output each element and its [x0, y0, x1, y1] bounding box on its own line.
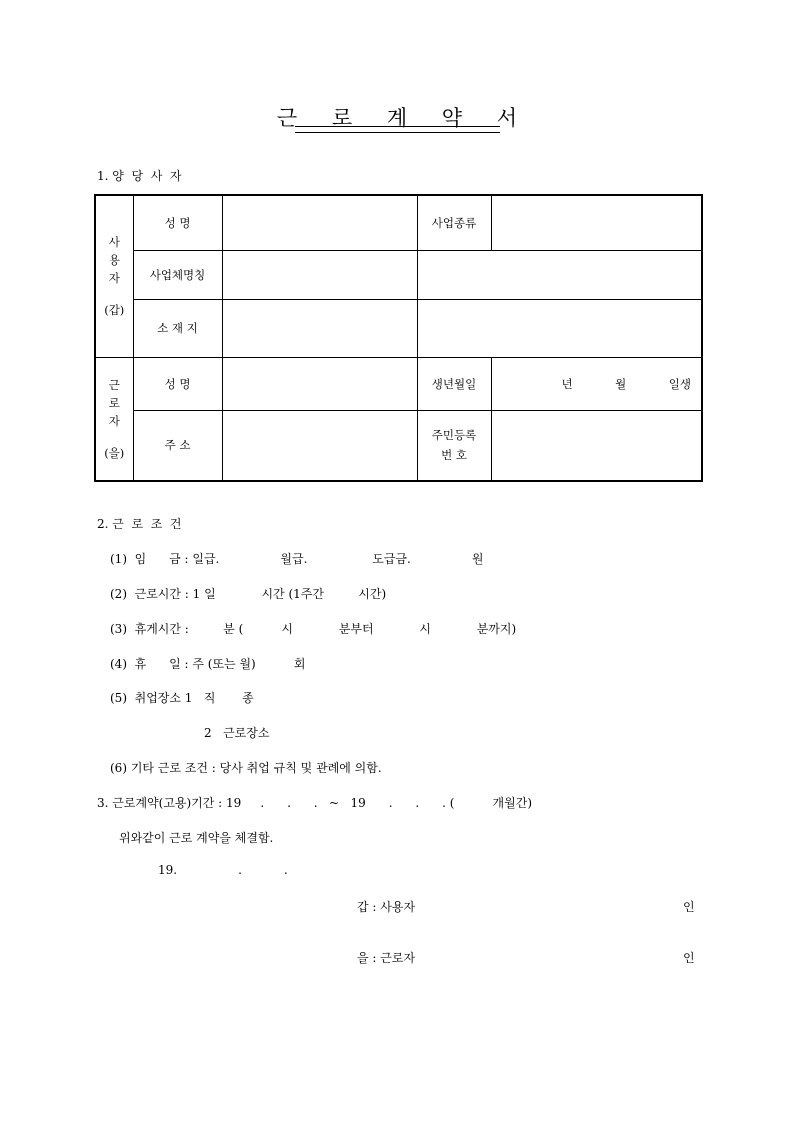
location-field[interactable] — [222, 299, 417, 357]
employer-group-label: 사 용 자 (갑) — [95, 195, 133, 357]
company-extra-field[interactable] — [417, 250, 702, 299]
company-name-field[interactable] — [222, 250, 417, 299]
party-a-label: 갑 : 사용자 — [357, 900, 416, 914]
address-field[interactable] — [222, 410, 417, 481]
agreement-line: 위와같이 근로 계약을 체결함. — [119, 831, 274, 845]
resident-no-label: 주민등록 번 호 — [417, 410, 491, 481]
section2-heading: 2. 근 로 조 건 — [97, 517, 182, 531]
parties-table — [94, 194, 703, 482]
birthdate-label: 생년월일 — [417, 357, 491, 410]
resident-no-field[interactable] — [491, 410, 702, 481]
working-hours-line: (2) 근로시간 : 1 일 시간 (1주간 시간) — [110, 587, 387, 601]
party-b-label: 을 : 근로자 — [357, 951, 416, 965]
birthdate-field[interactable]: 년 월 일생 — [491, 357, 702, 410]
location-label: 소 재 지 — [133, 299, 222, 357]
break-time-line: (3) 휴게시간 : 분 ( 시 분부터 시 분까지) — [110, 622, 517, 636]
location-extra-field[interactable] — [417, 299, 702, 357]
workplace-line: (5) 취업장소 1 직 종 — [110, 691, 254, 705]
worker-name-field[interactable] — [222, 357, 417, 410]
holiday-line: (4) 휴 일 : 주 (또는 월) 회 — [110, 657, 306, 671]
worker-group-label: 근 로 자 (을) — [95, 357, 133, 481]
document-title: 근 로 계 약 서 — [276, 106, 532, 130]
address-label: 주 소 — [133, 410, 222, 481]
work-location-line: 2 근로장소 — [204, 726, 270, 740]
title-underline — [295, 126, 500, 133]
wage-line: (1) 임 금 : 일급. 월급. 도급금. 원 — [110, 552, 484, 566]
worker-name-label: 성 명 — [133, 357, 222, 410]
other-conditions-line: (6) 기타 근로 조건 : 당사 취업 규칙 및 관례에 의함. — [110, 761, 382, 775]
party-b-seal: 인 — [683, 951, 695, 965]
employer-name-label: 성 명 — [133, 195, 222, 250]
business-type-label: 사업종류 — [417, 195, 491, 250]
business-type-field[interactable] — [491, 195, 702, 250]
employer-name-field[interactable] — [222, 195, 417, 250]
contract-period-line: 3. 근로계약(고용)기간 : 19 . . . ~ 19 . . . ( 개월간) — [97, 796, 533, 810]
party-a-seal: 인 — [683, 900, 695, 914]
section1-heading: 1. 양 당 사 자 — [97, 169, 182, 183]
contract-date-line: 19. . . — [158, 863, 288, 877]
company-name-label: 사업체명칭 — [133, 250, 222, 299]
